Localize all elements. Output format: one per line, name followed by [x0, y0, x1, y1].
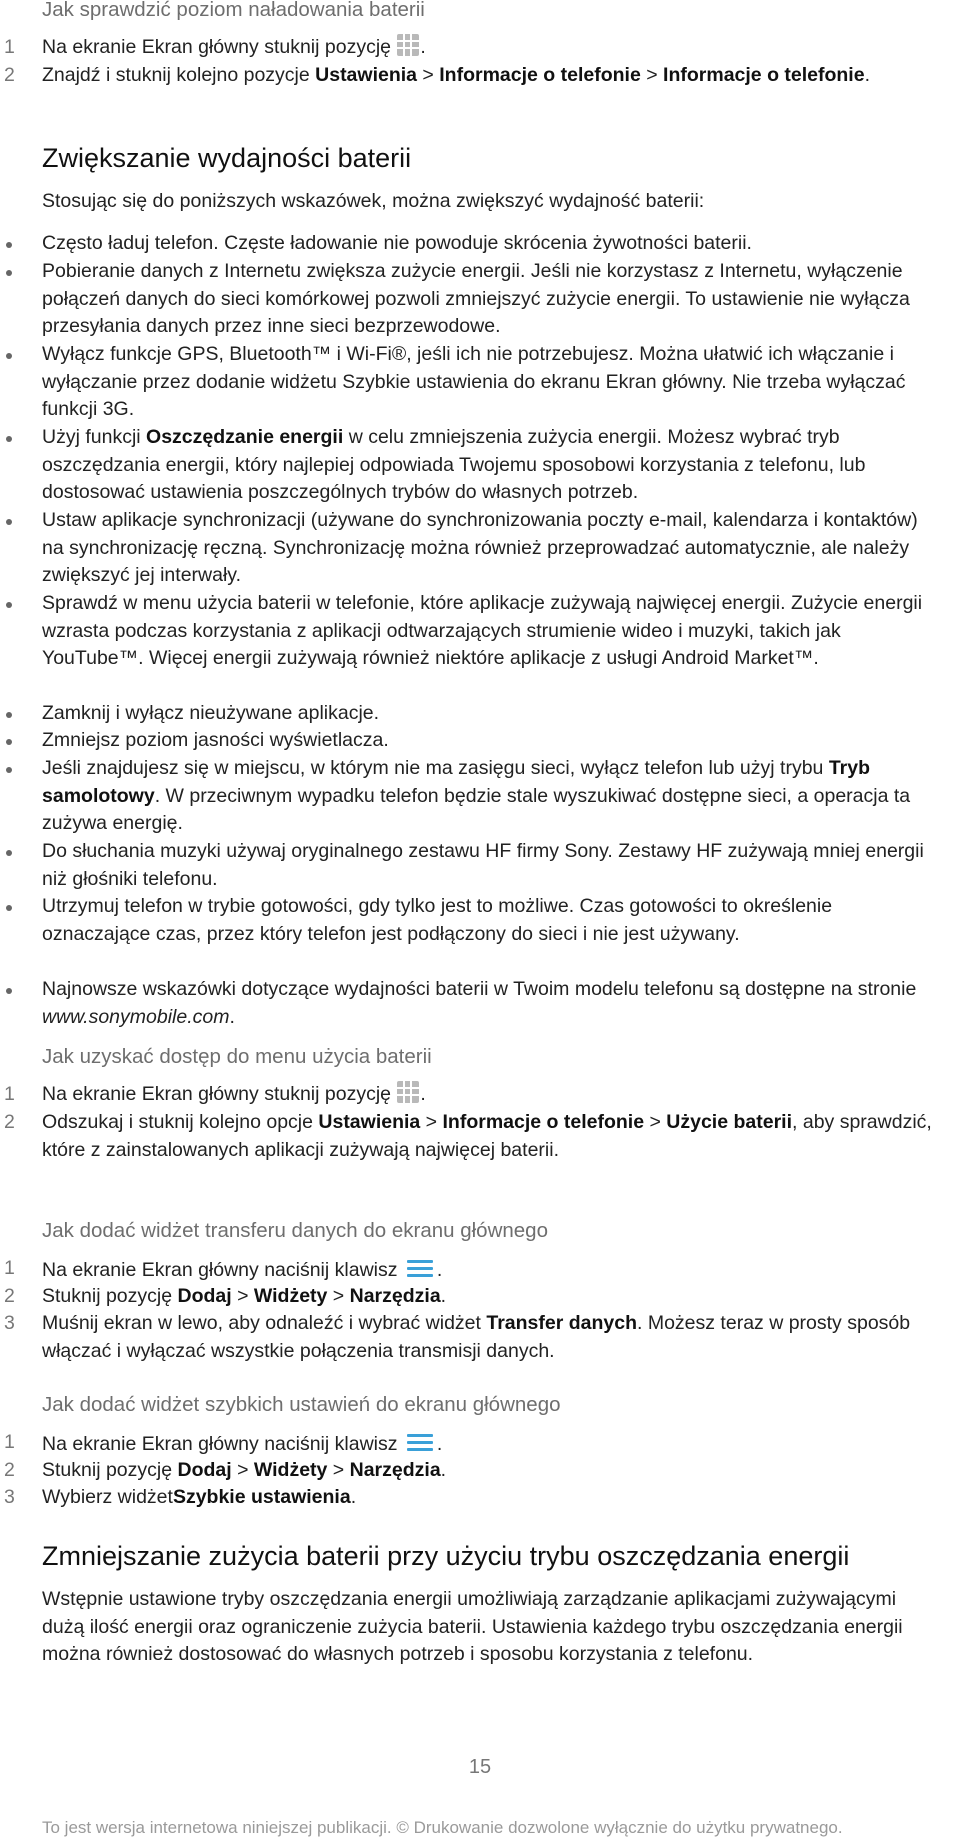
apps-grid-icon — [397, 1081, 419, 1103]
ui-term: Oszczędzanie energii — [146, 426, 344, 448]
bullet-text: Często ładuj telefon. Częste ładowanie nie powoduje skrócenia żywotności baterii. — [42, 232, 752, 254]
page-footer: To jest wersja internetowa niniejszej publikacji. © Drukowanie dozwolone wyłącznie do użytku prywatnego. — [42, 1818, 843, 1837]
bullet-icon — [6, 242, 12, 248]
bullet-icon — [6, 436, 12, 442]
step-text: Znajdź i stuknij kolejno pozycje Ustawienia > Informacje o telefonie > Informacje o telefonie. — [42, 64, 870, 86]
section-body: Wstępnie ustawione tryby oszczędzania energii umożliwiają zarządzanie aplikacjami zużywającymi dużą ilość energii oraz ograniczenie zużycia baterii. Ustawienia każdego trybu oszczędzania energii można również dostosować do własnych potrzeb i sposobu korzystania z telefonu. — [42, 1588, 903, 1665]
step-number: 1 — [4, 1431, 15, 1453]
bullet-text: Ustaw aplikacje synchronizacji (używane do synchronizowania poczty e-mail, kalendarza i kontaktów) na synchronizację ręczną. Synchronizację można również przeprowadzać automatycznie, ale należy zwiększyć jej interwały. — [42, 509, 918, 586]
bullet-text: Jeśli znajdujesz się w miejscu, w którym nie ma zasięgu sieci, wyłącz telefon lub użyj trybu Tryb samolotowy. W przeciwnym wypadku telefon będzie stale wyszukiwać dostępne sieci, a operacja ta zużywa energię. — [42, 757, 911, 834]
step-text: Stuknij pozycję Dodaj > Widżety > Narzędzia. — [42, 1459, 447, 1481]
ui-term: Informacje o telefonie — [663, 64, 865, 86]
ui-term: Dodaj — [177, 1285, 232, 1307]
step-number: 2 — [4, 1111, 15, 1133]
page-number: 15 — [468, 1756, 492, 1778]
section-title: Zwiększanie wydajności baterii — [42, 143, 412, 173]
ui-term: Tryb samolotowy — [42, 757, 870, 807]
bullet-icon — [6, 739, 12, 745]
bullet-icon — [6, 850, 12, 856]
ui-term: Ustawienia — [315, 64, 418, 86]
ui-term: Widżety — [253, 1459, 328, 1481]
apps-grid-icon — [397, 34, 419, 56]
step-number: 1 — [4, 36, 15, 58]
section-intro: Stosując się do poniższych wskazówek, można zwiększyć wydajność baterii: — [42, 190, 705, 212]
step-number: 2 — [4, 64, 15, 86]
step-number: 1 — [4, 1257, 15, 1279]
menu-key-icon — [404, 1429, 436, 1455]
section-subheading: Jak sprawdzić poziom naładowania baterii — [42, 0, 425, 21]
bullet-icon — [6, 519, 12, 525]
section-subheading: Jak dodać widżet transferu danych do ekranu głównego — [42, 1219, 548, 1242]
ui-term: Użycie baterii — [666, 1111, 793, 1133]
bullet-icon — [6, 270, 12, 276]
ui-term: Informacje o telefonie — [442, 1111, 645, 1133]
bullet-icon — [6, 767, 12, 773]
step-text: Wybierz widżetSzybkie ustawienia. — [42, 1486, 357, 1508]
ui-term: Ustawienia — [318, 1111, 421, 1133]
bullet-text: Użyj funkcji Oszczędzanie energii w celu zmniejszenia zużycia energii. Możesz wybrać tryb oszczędzania energii, który najlepiej odpowiada Twojemu sposobowi korzystania z telefonu, lub dostosować ustawienia poszczególnych trybów do własnych potrzeb. — [42, 426, 866, 503]
ui-term: Dodaj — [177, 1459, 232, 1481]
bullet-icon — [6, 602, 12, 608]
step-text: Na ekranie Ekran główny naciśnij klawisz . — [42, 1255, 942, 1285]
step-number: 1 — [4, 1083, 15, 1105]
step-text: Na ekranie Ekran główny stuknij pozycję . — [42, 1083, 426, 1105]
bullet-text: Zamknij i wyłącz nieużywane aplikacje. — [42, 702, 380, 724]
bullet-icon — [6, 712, 12, 718]
ui-term: Informacje o telefonie — [439, 64, 641, 86]
bullet-icon — [6, 905, 12, 911]
bullet-text: Najnowsze wskazówki dotyczące wydajności baterii w Twoim modelu telefonu są dostępne na stronie www.sonymobile.com. — [42, 978, 917, 1028]
bullet-text: Zmniejsz poziom jasności wyświetlacza. — [42, 729, 389, 751]
bullet-text: Wyłącz funkcje GPS, Bluetooth™ i Wi-Fi®, jeśli ich nie potrzebujesz. Można ułatwić ich włączanie i wyłączanie przez dodanie widżetu Szybkie ustawienia do ekranu Ekran główny. Nie trzeba wyłączać funkcji 3G. — [42, 343, 906, 420]
bullet-text: Do słuchania muzyki używaj oryginalnego zestawu HF firmy Sony. Zestawy HF zużywają mniej energii niż głośniki telefonu. — [42, 840, 924, 890]
section-title: Zmniejszanie zużycia baterii przy użyciu trybu oszczędzania energii — [42, 1541, 850, 1571]
step-text: Odszukaj i stuknij kolejno opcje Ustawienia > Informacje o telefonie > Użycie baterii, aby sprawdzić, które z zainstalowanych aplikacji zużywają najwięcej baterii. — [42, 1111, 932, 1161]
web-address: www.sonymobile.com — [42, 1005, 230, 1028]
bullet-text: Pobieranie danych z Internetu zwiększa zużycie energii. Jeśli nie korzystasz z Internetu, wyłączenie połączeń danych do sieci komórkowej pozwoli zmniejszyć zużycie energii. To ustawienie nie wyłącza przesyłania danych przez inne sieci bezprzewodowe. — [42, 260, 910, 337]
bullet-icon — [6, 988, 12, 994]
section-subheading: Jak dodać widżet szybkich ustawień do ekranu głównego — [42, 1393, 561, 1416]
step-number: 3 — [4, 1486, 15, 1508]
bullet-text: Sprawdź w menu użycia baterii w telefonie, które aplikacje zużywają najwięcej energii. Zużycie energii wzrasta podczas korzystania z aplikacji odtwarzających strumienie wideo i muzyki, takich jak YouTube™. Więcej energii zużywają również niektóre aplikacje z usługi Android Market™. — [42, 592, 923, 669]
ui-term: Widżety — [253, 1285, 328, 1307]
section-subheading: Jak uzyskać dostęp do menu użycia baterii — [42, 1045, 432, 1068]
bullet-text: Utrzymuj telefon w trybie gotowości, gdy tylko jest to możliwe. Czas gotowości to określenie oznaczające czas, przez który telefon jest podłączony do sieci i nie jest używany. — [42, 895, 833, 945]
step-text: Stuknij pozycję Dodaj > Widżety > Narzędzia. — [42, 1285, 447, 1307]
bullet-icon — [6, 353, 12, 359]
ui-term: Narzędzia — [349, 1459, 441, 1481]
step-number: 3 — [4, 1312, 15, 1334]
menu-key-icon — [404, 1255, 436, 1281]
ui-term: Transfer danych — [486, 1312, 637, 1334]
step-number: 2 — [4, 1285, 15, 1307]
step-text: Na ekranie Ekran główny naciśnij klawisz . — [42, 1429, 942, 1459]
step-text: Na ekranie Ekran główny stuknij pozycję . — [42, 36, 426, 58]
step-text: Muśnij ekran w lewo, aby odnaleźć i wybrać widżet Transfer danych. Możesz teraz w prosty sposób włączać i wyłączać wszystkie połączenia transmisji danych. — [42, 1312, 911, 1362]
step-number: 2 — [4, 1459, 15, 1481]
ui-term: Narzędzia — [349, 1285, 441, 1307]
ui-term: Szybkie ustawienia — [172, 1486, 351, 1508]
